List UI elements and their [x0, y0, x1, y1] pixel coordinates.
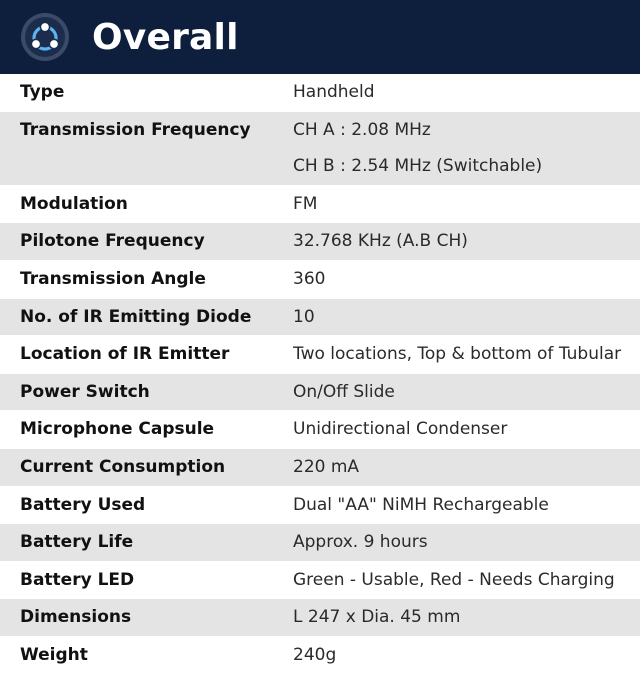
spec-value — [293, 486, 640, 524]
spec-label — [0, 599, 293, 637]
spec-label-text: Modulation — [20, 193, 128, 214]
spec-row — [0, 636, 640, 674]
spec-label-text: Microphone Capsule — [20, 419, 215, 440]
spec-value — [293, 636, 640, 674]
spec-value — [293, 223, 640, 261]
spec-value — [293, 74, 640, 111]
spec-value — [293, 260, 640, 298]
spec-label-text: Weight — [20, 644, 88, 665]
spec-label — [0, 561, 293, 599]
spec-value — [293, 298, 640, 336]
spec-value-line: Handheld — [293, 82, 375, 102]
spec-value-line: On/Off Slide — [293, 381, 395, 402]
spec-label — [0, 223, 293, 261]
spec-value-line: 240g — [293, 644, 337, 665]
spec-label — [0, 448, 293, 486]
spec-value-line: Two locations, Top & bottom of Tubular — [293, 344, 622, 365]
spec-label-text: Battery Life — [20, 532, 134, 553]
spec-label — [0, 636, 293, 674]
spec-row — [0, 336, 640, 374]
page-title: Overall — [92, 16, 239, 58]
spec-value — [293, 411, 640, 449]
spec-value-line: 10 — [293, 306, 315, 327]
spec-row — [0, 373, 640, 411]
spec-row — [0, 260, 640, 298]
spec-table — [0, 74, 640, 675]
spec-label-text: Dimensions — [20, 607, 132, 628]
spec-label — [0, 411, 293, 449]
spec-label-text: Pilotone Frequency — [20, 231, 205, 252]
spec-value-line: CH B : 2.54 MHz (Switchable) — [293, 156, 543, 177]
spec-label — [0, 524, 293, 562]
spec-label — [0, 111, 293, 185]
connection-logo-icon — [20, 12, 70, 62]
spec-value — [293, 448, 640, 486]
spec-label — [0, 260, 293, 298]
spec-row — [0, 111, 640, 185]
spec-value — [293, 111, 640, 185]
spec-row — [0, 185, 640, 223]
spec-value-line: L 247 x Dia. 45 mm — [293, 607, 461, 628]
spec-row — [0, 411, 640, 449]
spec-value-line: CH A : 2.08 MHz — [293, 119, 431, 140]
spec-value — [293, 336, 640, 374]
spec-value-line: Approx. 9 hours — [293, 532, 428, 553]
spec-label-text: Transmission Angle — [20, 268, 206, 289]
spec-value-line: 220 mA — [293, 456, 360, 477]
spec-row — [0, 599, 640, 637]
spec-value-line: Dual "AA" NiMH Rechargeable — [293, 494, 549, 515]
spec-value — [293, 561, 640, 599]
spec-value — [293, 524, 640, 562]
spec-value — [293, 599, 640, 637]
spec-row — [0, 74, 640, 111]
spec-value-line: 32.768 KHz (A.B CH) — [293, 231, 468, 252]
spec-label — [0, 486, 293, 524]
spec-label-text: Power Switch — [20, 381, 150, 402]
section-header — [0, 0, 640, 74]
spec-label — [0, 74, 293, 111]
spec-value — [293, 373, 640, 411]
spec-row — [0, 486, 640, 524]
spec-label-text: Location of IR Emitter — [20, 344, 230, 365]
spec-label-text: No. of IR Emitting Diode — [20, 306, 252, 327]
spec-value-line: Unidirectional Condenser — [293, 419, 508, 440]
spec-label-text: Battery LED — [20, 569, 135, 590]
spec-row — [0, 223, 640, 261]
spec-row — [0, 524, 640, 562]
spec-label-text: Battery Used — [20, 494, 146, 515]
spec-label-text: Type — [20, 82, 65, 102]
spec-value-line: 360 — [293, 268, 326, 289]
spec-label — [0, 298, 293, 336]
spec-label-text: Current Consumption — [20, 456, 226, 477]
spec-label-text: Transmission Frequency — [20, 119, 251, 140]
spec-label — [0, 336, 293, 374]
spec-label — [0, 185, 293, 223]
spec-label — [0, 373, 293, 411]
spec-value — [293, 185, 640, 223]
spec-row — [0, 448, 640, 486]
spec-row — [0, 298, 640, 336]
spec-value-line: FM — [293, 193, 318, 214]
spec-row — [0, 561, 640, 599]
spec-value-line: Green - Usable, Red - Needs Charging — [293, 569, 615, 590]
